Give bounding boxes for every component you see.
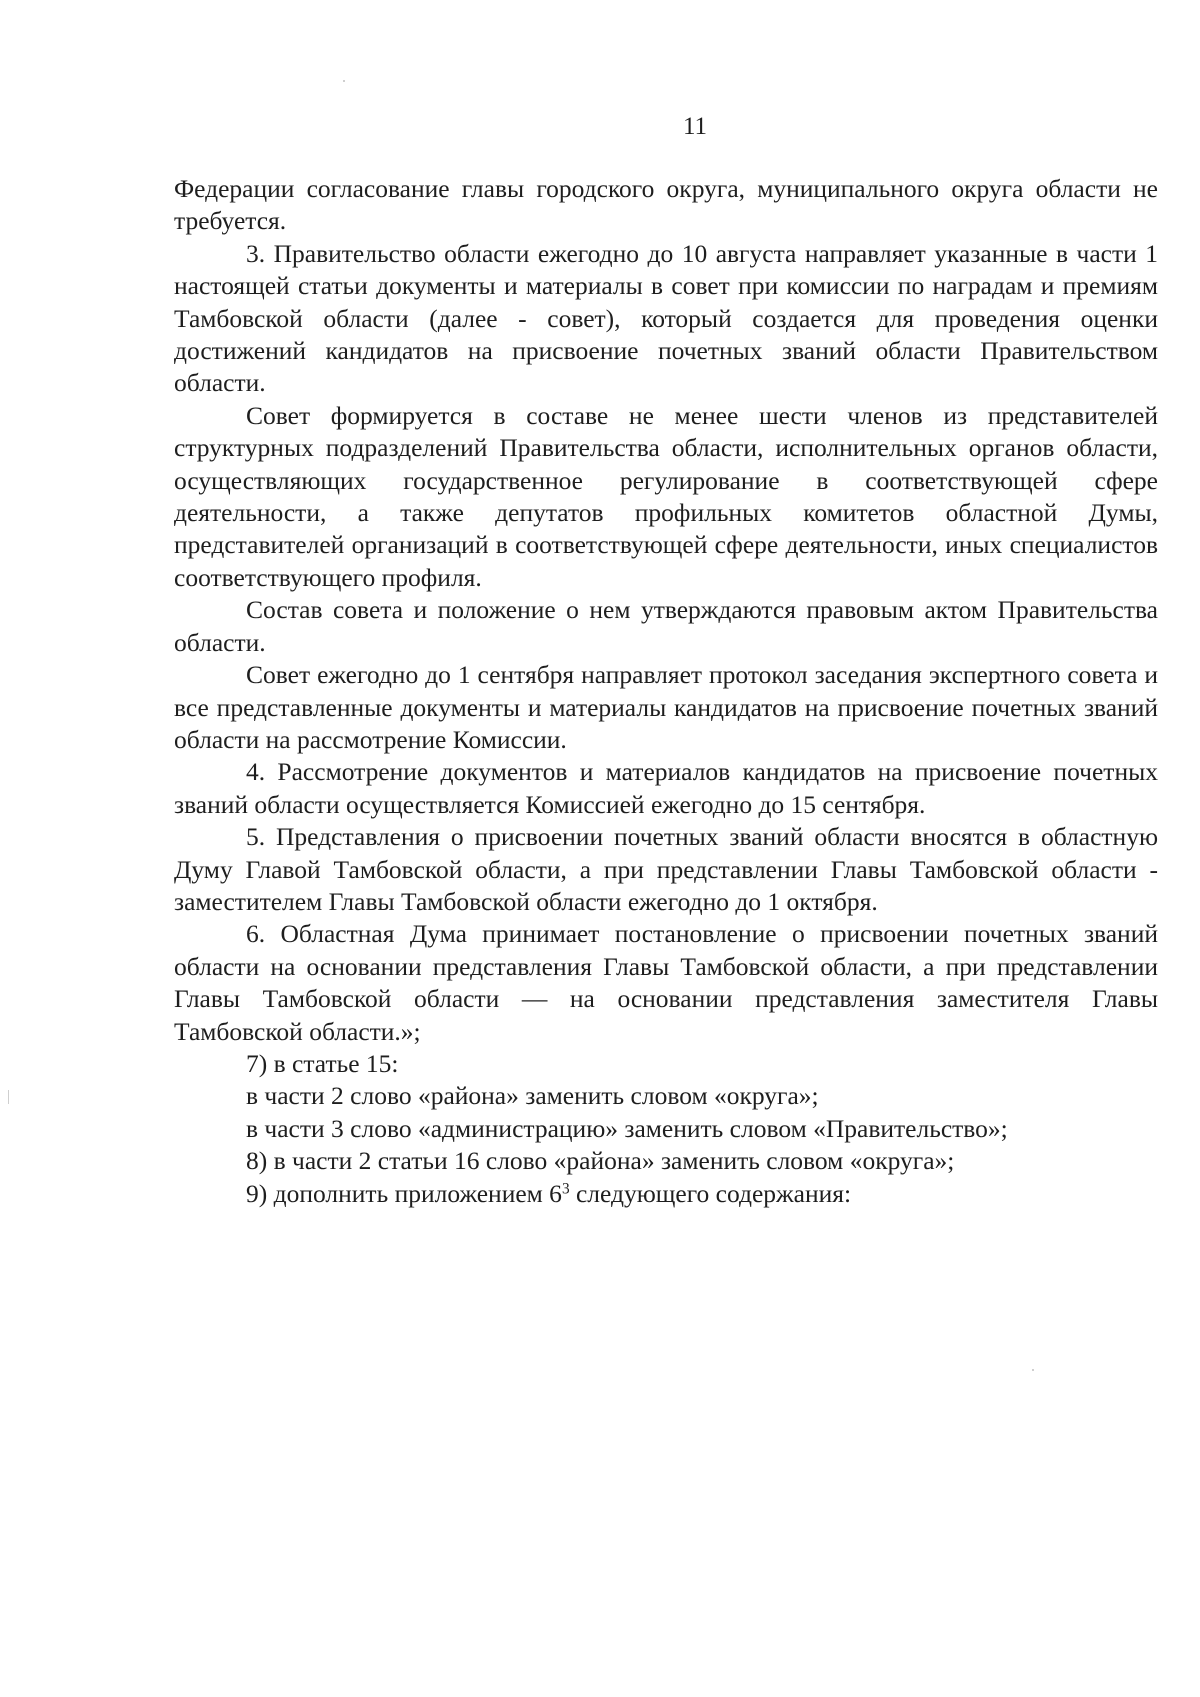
paragraph-item-6: 6. Областная Дума принимает постановление о присвоении почетных званий области на основании представления Главы Тамбовской области, а при представлении Главы Тамбовской области — на основании представления заместителя Главы Тамбовской области.»; (174, 919, 1158, 1046)
paragraph-amendment-7: 7) в статье 15: (246, 1048, 399, 1078)
paragraph-amendment-7-part-3: в части 3 слово «администрацию» заменить словом «Правительство»; (246, 1113, 1008, 1143)
paragraph-council-approval: Состав совета и положение о нем утверждаются правовым актом Правительства области. (174, 595, 1158, 657)
paragraph-continuation: Федерации согласование главы городского округа, муниципального округа области не требуется. (174, 174, 1158, 236)
paragraph-council-composition: Совет формируется в составе не менее шести членов из представителей структурных подразделений Правительства области, исполнительных органов области, осуществляющих государственное регулирование в соответствующей сфере деятельности, а также депутатов профильных комитетов областной Думы, представителей организаций в соответствующей сфере деятельности, иных специалистов соответствующего профиля. (174, 400, 1158, 592)
page-number: 11 (682, 113, 708, 140)
scan-dot (343, 80, 345, 82)
paragraph-item-3: 3. Правительство области ежегодно до 10 августа направляет указанные в части 1 настоящей статьи документы и материалы в совет при комиссии по наградам и премиям Тамбовской области (далее - совет), который создается для проведения оценки достижений кандидатов на присвоение почетных званий области Правительством области. (174, 238, 1158, 398)
paragraph-council-protocol: Совет ежегодно до 1 сентября направляет протокол заседания экспертного совета и все представленные документы и материалы кандидатов на присвоение почетных званий области на рассмотрение Комиссии. (174, 660, 1158, 754)
paragraph-amendment-8: 8) в части 2 статьи 16 слово «района» заменить словом «округа»; (246, 1146, 955, 1176)
scan-dot (8, 1090, 9, 1104)
scan-dot (1032, 1369, 1034, 1371)
paragraph-item-5: 5. Представления о присвоении почетных званий области вносятся в областную Думу Главой Тамбовской области, а при представлении Главы Тамбовской области - заместителем Главы Тамбовской области ежегодно до 1 октября. (174, 822, 1158, 916)
amendment-9-text-start: 9) дополнить приложением 6 (246, 1178, 562, 1208)
amendment-9-text-end: следующего содержания: (569, 1178, 852, 1208)
amendment-9-superscript: 3 (561, 1180, 570, 1198)
paragraph-item-4: 4. Рассмотрение документов и материалов кандидатов на присвоение почетных званий области осуществляется Комиссией ежегодно до 15 сентября. (174, 757, 1158, 819)
document-body (174, 173, 1158, 1210)
paragraph-amendment-9 (174, 1178, 1158, 1210)
paragraph-amendment-7-part-2: в части 2 слово «района» заменить словом «округа»; (246, 1081, 819, 1111)
